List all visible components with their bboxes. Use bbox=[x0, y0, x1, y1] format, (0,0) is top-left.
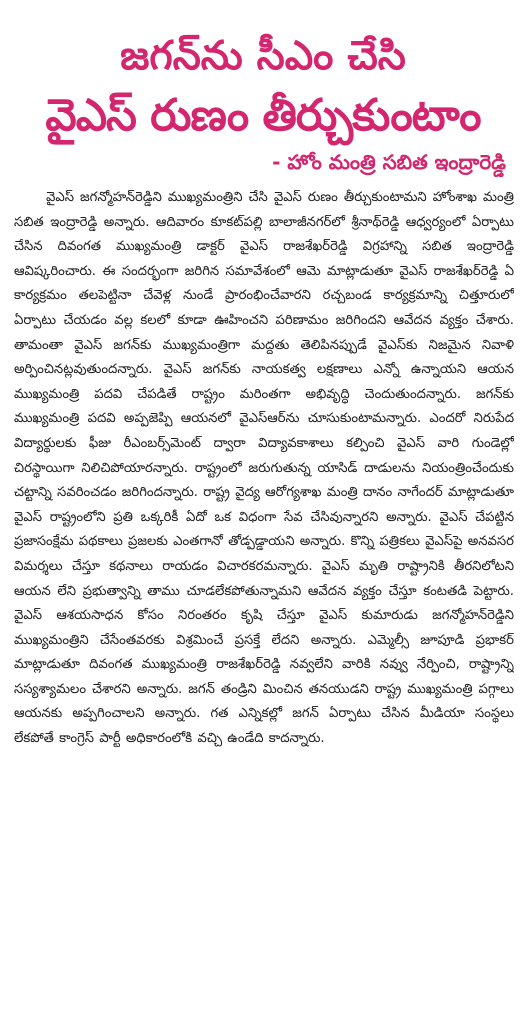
byline: - హోం మంత్రి సబిత ఇంద్రారెడ్డి bbox=[272, 150, 506, 174]
headline-line-1: జగన్‌ను సీఎం చేసి bbox=[120, 33, 406, 79]
headline-line-2: వైఎస్ రుణం తీర్చుకుంటాం bbox=[45, 90, 481, 141]
article-body: వైఎస్ జగన్మోహన్‌రెడ్డిని ముఖ్యమంత్రిని చేసి వైఎస్ రుణం తీర్చుకుంటామని హోంశాఖ మంత్రి సబిత ఇంద్రారెడ్డి అన్నారు. ఆదివారం కూకట్‌పల్లి బాలాజీనగర్‌లో శ్రీనాథ్‌రెడ్డి ఆధ్వర్యంలో ఏర్పాటు చేసిన దివంగత ముఖ్యమంత్రి డాక్టర్ వైఎస్ రాజశేఖర్‌రెడ్డి విగ్రహాన్ని సబిత ఇంద్రారెడ్డి ఆవిష్కరించారు. ఈ సందర్భంగా జరిగిన సమావేశంలో ఆమె మాట్లాడుతూ వైఎస్ రాజశేఖర్‌రెడ్డి ఏ కార్యక్రమం తలపెట్టినా చేవెళ్ల నుండే ప్రారంభించేవారని రచ్చబండ కార్యక్రమాన్ని చిత్తూరులో ఏర్పాటు చేయడం వల్ల కలలో కూడా ఊహించని పరిణామం జరిగిందని ఆవేదన వ్యక్తం చేశారు. తామంతా వైఎస్ జగన్‌కు ముఖ్యమంత్రిగా మద్దతు తెలిపినప్పుడే వైఎస్‌కు నిజమైన నివాళి అర్పించినట్లవుతుందన్నారు. వైఎస్ జగన్‌కు నాయకత్వ లక్షణాలు ఎన్నో ఉన్నాయని ఆయన ముఖ్యమంత్రి పదవి చేపడితే రాష్ట్రం మరింతగా అభివృద్ధి చెందుతుందన్నారు. జగన్‌కు ముఖ్యమంత్రి పదవి అప్పజెప్పి ఆయనలో వైఎస్‌ఆర్‌ను చూసుకుంటామన్నారు. ఎందరో నిరుపేద విద్యార్థులకు ఫీజు రీఎంబర్స్‌మెంట్ ద్వారా విద్యావకాశాలు కల్పించి వైఎస్ వారి గుండెల్లో చిరస్థాయిగా నిలిచిపోయారన్నారు. రాష్ట్రంలో జరుగుతున్న యాసిడ్ దాడులను నియంత్రించేందుకు చట్టాన్ని సవరించడం జరిగిందన్నారు. రాష్ట్ర వైద్య ఆరోగ్యశాఖ మంత్రి దానం నాగేందర్ మాట్లాడుతూ వైఎస్ రాష్ట్రంలోని ప్రతి ఒక్కరికీ ఏదో ఒక విధంగా సేవ చేసివున్నారని అన్నారు. వైఎస్ చేపట్టిన ప్రజాసంక్షేమ పథకాలు ప్రజలకు ఎంతగానో తోడ్పడ్డాయని అన్నారు. కొన్ని పత్రికలు వైఎస్‌పై అనవసర విమర్శలు చేస్తూ కథనాలు రాయడం విచారకరమన్నారు. వైఎస్ మృతి రాష్ట్రానికి తీరనిలోటని ఆయన లేని ప్రభుత్వాన్ని తాము చూడలేకపోతున్నామని ఆవేదన వ్యక్తం చేస్తూ కంటతడి పెట్టారు. వైఎస్ ఆశయసాధన కోసం నిరంతరం కృషి చేస్తూ వైఎస్ కుమారుడు జగన్మోహన్‌రెడ్డిని ముఖ్యమంత్రిని చేసేంతవరకు విశ్రమించే ప్రసక్తే లేదని అన్నారు. ఎమ్మెల్సీ జూపూడి ప్రభాకర్ మాట్లాడుతూ దివంగత ముఖ్యమంత్రి రాజశేఖర్‌రెడ్డి నవ్వలేని వారికి నవ్వు నేర్పించి, రాష్ట్రాన్ని సస్యశ్యామలం చేశారని అన్నారు. జగన్ తండ్రిని మించిన తనయుడని రాష్ట్ర ముఖ్యమంత్రి పగ్గాలు ఆయనకు అప్పగించాలని అన్నారు. గత ఎన్నికల్లో జగన్ ఏర్పాటు చేసిన మీడియా సంస్థలు లేకపోతే కాంగ్రెస్ పార్టీ అధికారంలోకి వచ్చి ఉండేది కాదన్నారు. bbox=[14, 190, 514, 747]
